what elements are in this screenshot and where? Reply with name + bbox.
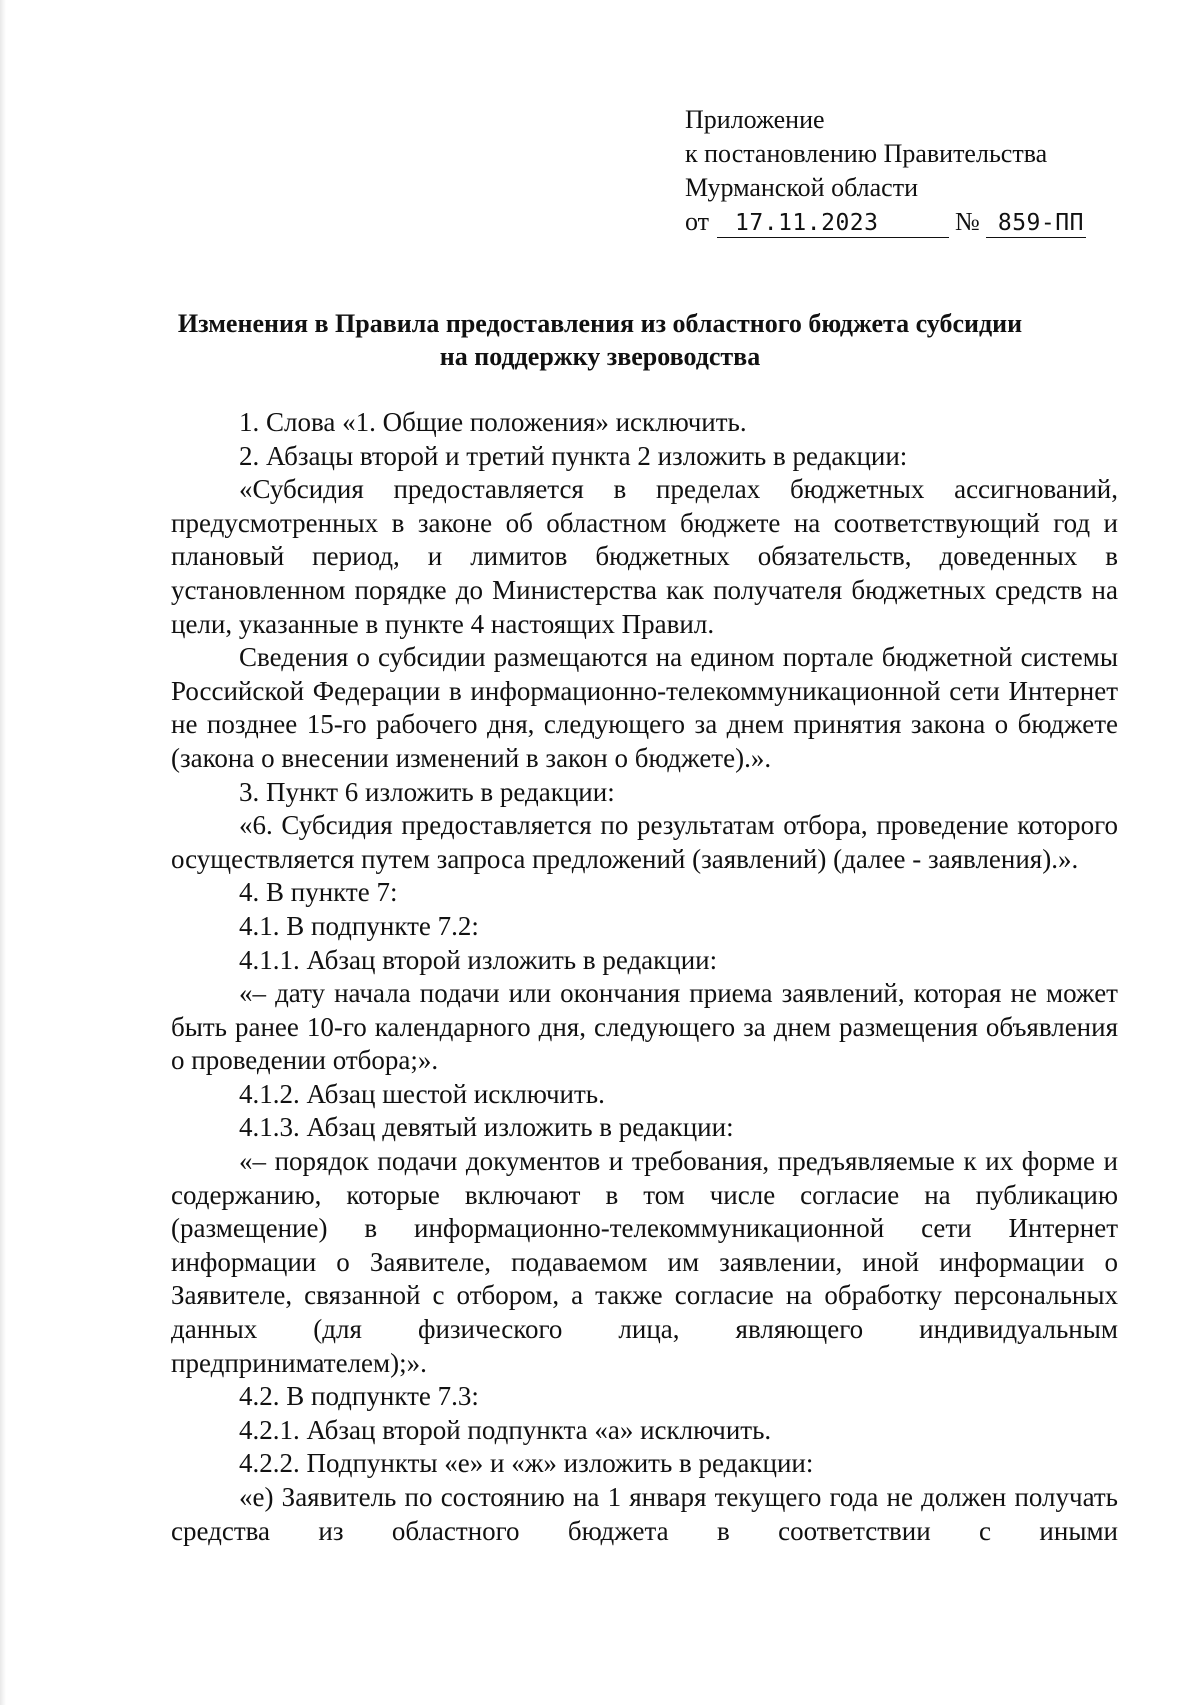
paragraph-4: Сведения о субсидии размещаются на едином портале бюджетной системы Российской Федерации в информационно-телекоммуникационной сети Интернет не позднее 15-го рабочего дня, следующего за днем принятия закона о бюджете (закона о внесении изменений в закон о бюджете).».	[171, 642, 1118, 773]
paragraph-13: «– порядок подачи документов и требования, предъявляемые к их форме и содержанию, которые включают в том числе согласие на публикацию (размещение) в информационно-телекоммуникационной сети Интернет информации о Заявителе, подаваемом им заявлении, иной информации о Заявителе, связанной с отбором, а также согласие на обработку персональных данных (для физического лица, являющего индивидуальным предпринимателем);».	[171, 1146, 1118, 1378]
paragraph-3: «Субсидия предоставляется в пределах бюджетных ассигнований, предусмотренных в законе об областном бюджете на соответствующий год и плановый период, и лимитов бюджетных обязательств, доведенных в установленном порядке до Министерства как получателя бюджетных средств на цели, указанные в пункте 4 настоящих Правил.	[171, 474, 1118, 639]
approval-stamp-block	[685, 103, 1105, 239]
date-prefix: от	[685, 207, 710, 236]
appendix-resolution-line: к постановлению Правительства	[685, 139, 1048, 168]
resolution-number: 859-ПП	[986, 209, 1086, 238]
appendix-label: Приложение	[685, 105, 825, 134]
resolution-date-number-line	[685, 205, 1105, 239]
resolution-date: 17.11.2023	[717, 209, 949, 238]
paragraph-2: 2. Абзацы второй и третий пункта 2 изложить в редакции:	[239, 440, 908, 471]
document-title-line-1: Изменения в Правила предоставления из областного бюджета субсидии	[177, 309, 1023, 338]
paragraph-15: 4.2.1. Абзац второй подпункта «а» исключить.	[239, 1414, 772, 1445]
paragraph-6: «6. Субсидия предоставляется по результатам отбора, проведение которого осуществляется путем запроса предложений (заявлений) (далее - заявления).».	[171, 810, 1118, 874]
paragraph-10: «– дату начала подачи или окончания приема заявлений, которая не может быть ранее 10-го календарного дня, следующего за днем размещения объявления о проведении отбора;».	[171, 978, 1118, 1076]
paragraph-7: 4. В пункте 7:	[239, 877, 398, 908]
paragraph-12: 4.1.3. Абзац девятый изложить в редакции:	[239, 1112, 734, 1143]
document-title	[150, 307, 1050, 373]
paragraph-16: 4.2.2. Подпункты «е» и «ж» изложить в редакции:	[239, 1448, 814, 1479]
paragraph-9: 4.1.1. Абзац второй изложить в редакции:	[239, 944, 718, 975]
paragraph-5: 3. Пункт 6 изложить в редакции:	[239, 776, 615, 807]
paragraph-14: 4.2. В подпункте 7.3:	[239, 1381, 479, 1412]
document-title-line-2: на поддержку звероводства	[439, 342, 761, 371]
scan-edge	[0, 0, 6, 1705]
appendix-region-line: Мурманской области	[685, 173, 918, 202]
paragraph-8: 4.1. В подпункте 7.2:	[239, 910, 479, 941]
document-body	[171, 406, 1118, 1548]
paragraph-1: 1. Слова «1. Общие положения» исключить.	[239, 407, 747, 437]
paragraph-17: «е) Заявитель по состоянию на 1 января текущего года не должен получать средства из областного бюджета в соответствии с иными	[171, 1482, 1118, 1546]
paragraph-11: 4.1.2. Абзац шестой исключить.	[239, 1078, 605, 1109]
number-prefix: №	[955, 207, 980, 236]
